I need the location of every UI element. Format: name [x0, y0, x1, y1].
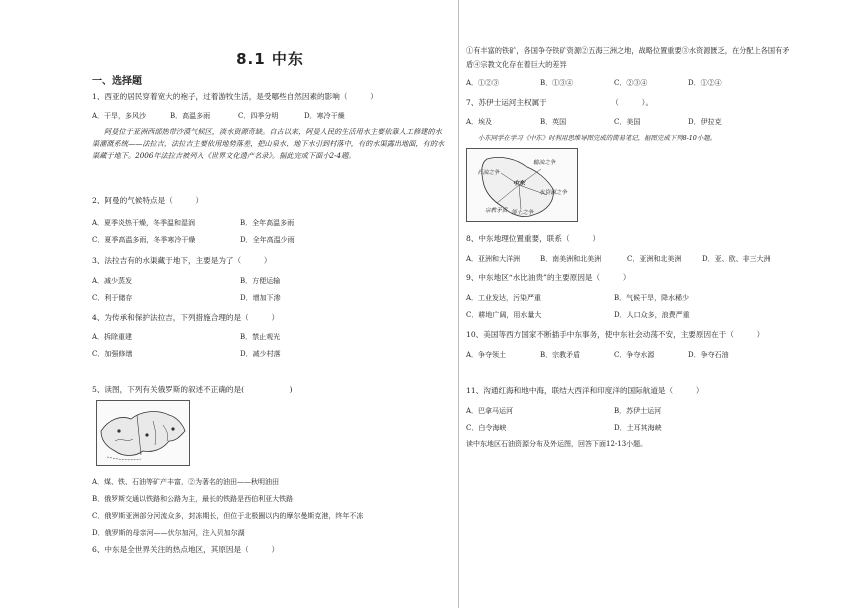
- mindmap-label-oil: 石油之争: [477, 170, 500, 176]
- q7-option-b: B．英国: [540, 118, 567, 126]
- q3-option-a: A．减少蒸发: [92, 277, 133, 285]
- q9-option-d: D．人口众多，浪费严重: [614, 311, 690, 319]
- q4-option-a: A．拆除重建: [92, 333, 133, 341]
- question-3: 3、法拉吉有的水渠藏于地下，主要是为了（ ）: [92, 256, 272, 265]
- question-10: 10、美国等西方国家不断插手中东事务，使中东社会动荡不安，主要原因在于（ ）: [466, 330, 765, 339]
- mindmap-label-territory: 领土之争: [511, 210, 534, 216]
- q1-option-a: A．干旱，多风沙: [92, 112, 147, 120]
- passage-mindmap: 小东同学在学习《中东》时利用思维导图完成的简易笔记，据图完成下列8-10小题。: [478, 134, 717, 142]
- q9-option-a: A．工业发达，污染严重: [466, 294, 542, 302]
- question-11: 11、沟通红海和地中海，联结大西洋和印度洋的国际航道是（ ）: [466, 386, 704, 395]
- q5-option-d: D．俄罗斯的母亲河——伏尔加河，注入贝加尔湖: [92, 529, 245, 537]
- q4-option-d: D．减少村落: [240, 350, 281, 358]
- question-7: 7、苏伊士运河主权属于 （ ）。: [466, 98, 654, 107]
- q3-option-c: C．利于储存: [92, 294, 133, 302]
- page-title: 8.1 中东: [236, 50, 304, 68]
- q1-option-d: D．寒冷干燥: [304, 112, 345, 120]
- question-4: 4、为传承和保护法拉吉，下列措施合理的是（ ）: [92, 313, 280, 322]
- passage-oil-map: 读中东地区石油资源分布及外运图，回答下面12-13小题。: [466, 440, 648, 448]
- q7-option-d: D．伊拉克: [688, 118, 722, 126]
- q10-option-c: C．争夺水源: [614, 351, 655, 359]
- q11-option-a: A．巴拿马运河: [466, 407, 514, 415]
- q11-option-d: D．土耳其海峡: [614, 424, 662, 432]
- q11-option-c: C．白令海峡: [466, 424, 507, 432]
- q5-option-b: B．俄罗斯交通以铁路和公路为主，最长的铁路是西伯利亚大铁路: [92, 495, 294, 503]
- section-heading: 一、选择题: [92, 76, 142, 87]
- question-6: 6、中东是全世界关注的热点地区，其原因是（ ）: [92, 545, 280, 554]
- middle-east-mindmap: [466, 148, 578, 222]
- mindmap-label-religion: 宗教矛盾: [485, 208, 508, 214]
- passage-oman: 阿曼位于亚洲西部热带沙漠气候区，淡水资源奇缺。自古以来，阿曼人民的生活用水主要依靠人工修建的水渠灌溉系统——法拉吉，法拉吉主要依用地势落差，把山泉水、地下水引到村落中，有的水渠露出地面，有的水渠藏于地下。2006年法拉吉被列入《世界文化遗产名录》。据此完成下面小2-4题。: [92, 127, 445, 160]
- mindmap-center-label: 中东: [513, 180, 526, 187]
- q8-option-c: C．亚洲和北美洲: [627, 255, 682, 263]
- q8-option-d: D．亚、欧、非三大洲: [702, 255, 771, 263]
- q9-option-b: B．气候干旱，降水稀少: [614, 294, 690, 302]
- q10-option-b: B．宗教矛盾: [540, 351, 581, 359]
- q6-option-b: B．①③④: [540, 79, 574, 87]
- question-1: 1、西亚的居民穿着宽大的袍子，过着游牧生活，是受哪些自然因素的影响（ ）: [92, 92, 378, 101]
- q1-option-b: B．高温多雨: [170, 112, 211, 120]
- q6-option-a: A．①②③: [466, 79, 500, 87]
- q11-option-b: B．苏伊士运河: [614, 407, 662, 415]
- column-divider: [458, 0, 459, 608]
- q5-option-a: A．煤、铁、石油等矿产丰富，②为著名的油田——秋明油田: [92, 478, 280, 486]
- q5-option-c: C．俄罗斯亚洲部分河流众多，封冻期长，但位于北极圈以内的摩尔曼斯克港，终年不冻: [92, 512, 364, 520]
- q3-option-d: D．增加下渗: [240, 294, 281, 302]
- q4-option-c: C．加强修缮: [92, 350, 133, 358]
- q3-option-b: B．方便运输: [240, 277, 281, 285]
- russia-map: [96, 400, 190, 466]
- q6-option-d: D．①②④: [688, 79, 722, 87]
- question-8: 8、中东地理位置重要，联系（ ）: [466, 234, 600, 243]
- q8-option-b: B．南美洲和北美洲: [540, 255, 602, 263]
- question-2: 2、阿曼的气候特点是（ ）: [92, 196, 204, 205]
- mindmap-label-water: 水资源之争: [539, 190, 567, 196]
- q6-option-c: C．②③④: [614, 79, 648, 87]
- mindmap-label-oil-transport: 输油之争: [533, 160, 556, 166]
- q8-option-a: A．亚洲和大洋洲: [466, 255, 521, 263]
- q6-statements: ①有丰富的铁矿，各国争夺铁矿资源②五海三洲之地，战略位置重要③水资源匮乏，在分配上各国有矛盾④宗教文化存在着巨大的差异: [466, 46, 790, 69]
- q10-option-a: A．争夺领土: [466, 351, 507, 359]
- q2-option-d: D．全年高温少雨: [240, 236, 295, 244]
- russia-map-drawing: [97, 401, 189, 465]
- question-5: 5、读图，下列有关俄罗斯的叙述不正确的是( ): [92, 385, 293, 394]
- q10-option-d: D．争夺石油: [688, 351, 729, 359]
- q1-option-c: C．四季分明: [238, 112, 279, 120]
- question-9: 9、中东地区“水比油贵”的主要原因是（ ）: [466, 273, 631, 282]
- q7-option-a: A．埃及: [466, 118, 493, 126]
- q7-option-c: C．美国: [614, 118, 641, 126]
- q2-option-c: C．夏季高温多雨，冬季寒冷干燥: [92, 236, 196, 244]
- q4-option-b: B．禁止观光: [240, 333, 281, 341]
- q2-option-a: A．夏季炎热干燥，冬季温和湿润: [92, 219, 196, 227]
- q9-option-c: C．耕地广阔，用水量大: [466, 311, 542, 319]
- q2-option-b: B．全年高温多雨: [240, 219, 295, 227]
